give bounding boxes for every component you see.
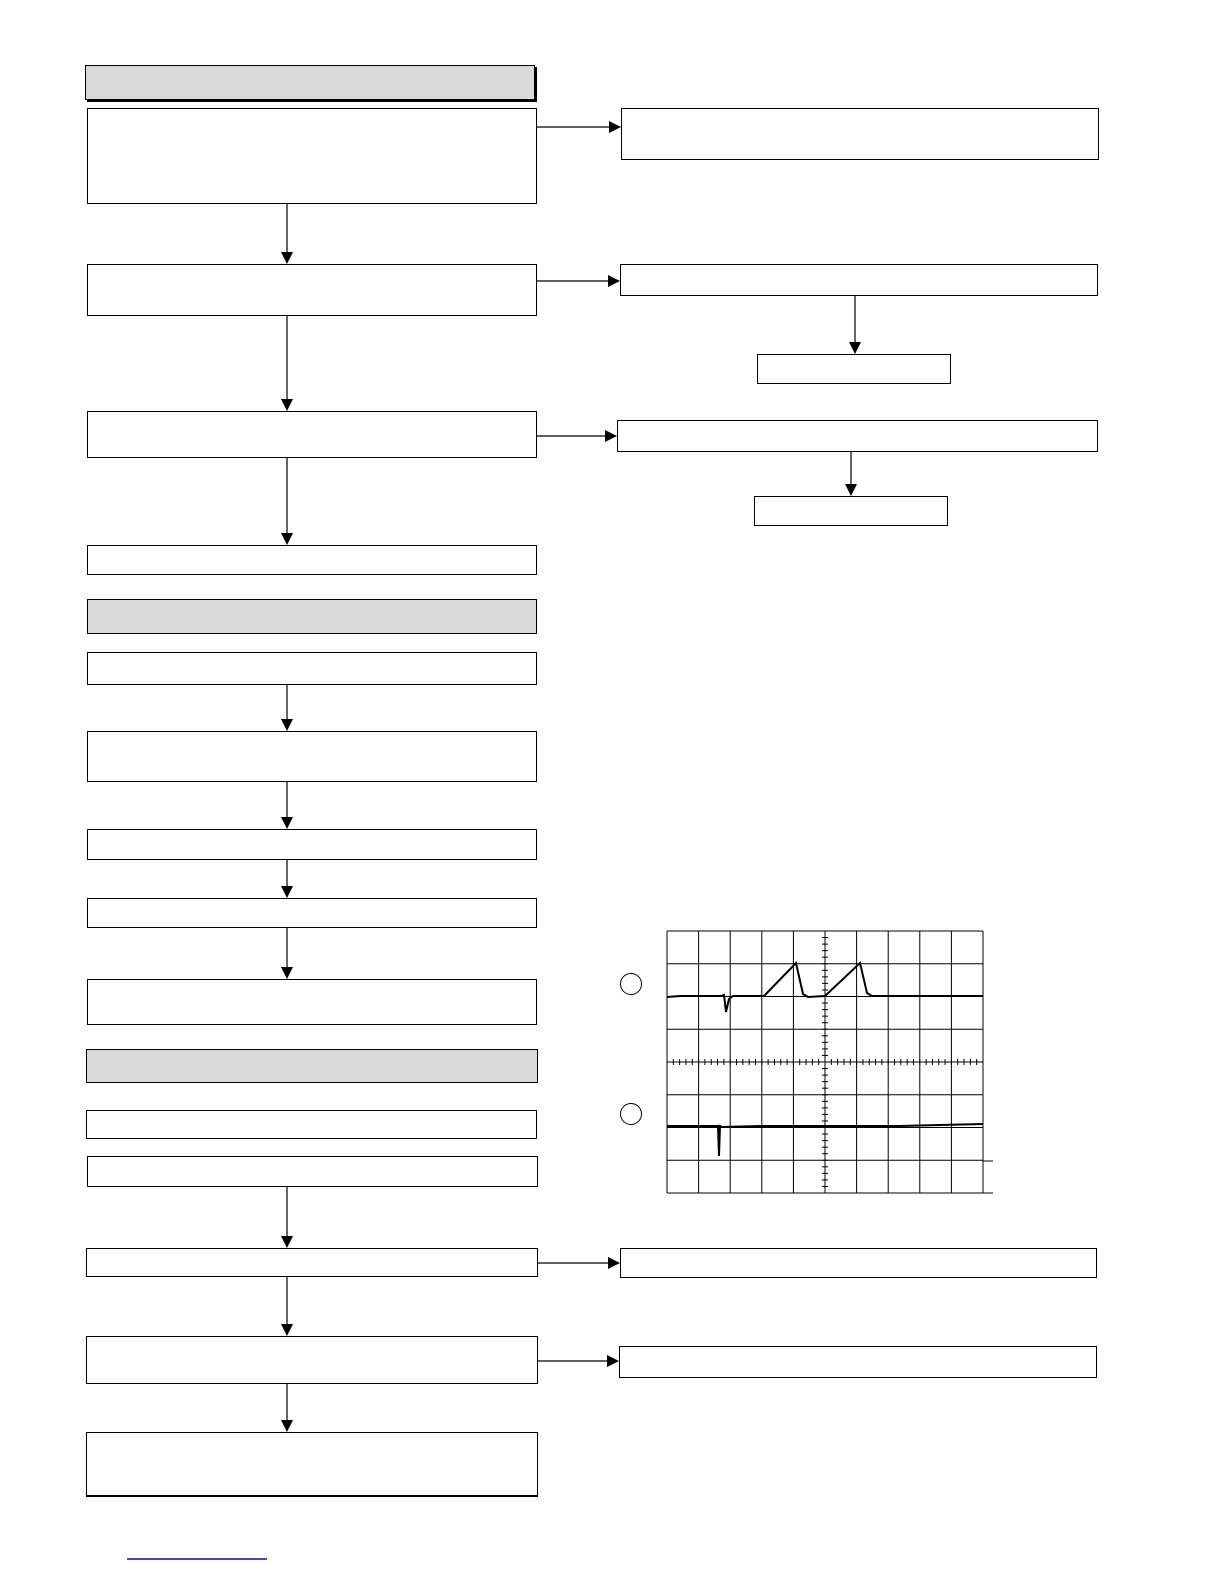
- footer-link-underline[interactable]: [127, 1558, 267, 1560]
- oscilloscope-center-ticks: [667, 931, 977, 1186]
